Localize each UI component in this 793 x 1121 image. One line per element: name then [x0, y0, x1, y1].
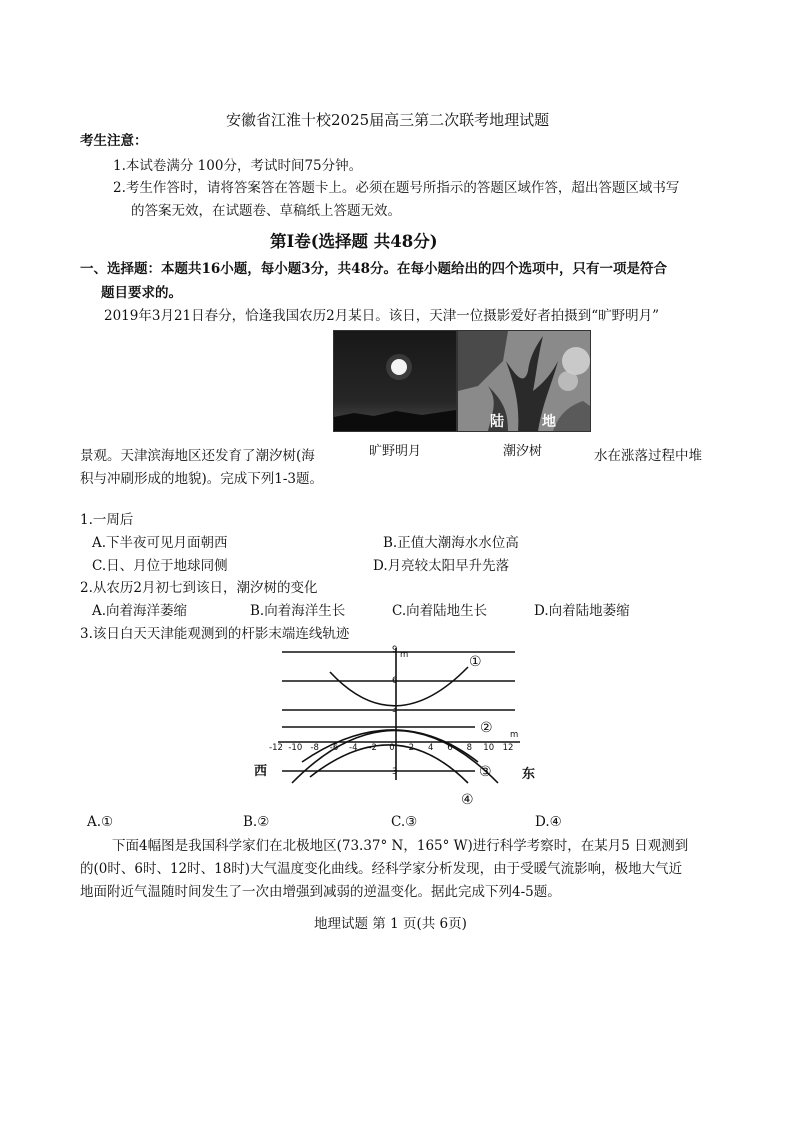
instructions-line-2: 题目要求的。 — [101, 285, 182, 301]
label-di: 地 — [542, 414, 556, 430]
x-tick-label: -10 — [288, 743, 303, 753]
passage2-line-3: 地面附近气温随时间发生了一次由增强到减弱的逆温变化。据此完成下列4-5题。 — [80, 884, 561, 900]
y-tick-down-3: 3 — [392, 767, 398, 777]
x-tick-label: 2 — [408, 743, 415, 753]
passage1-line-2a: 景观。天津滨海地区还发育了潮汐树(海 — [80, 448, 315, 464]
q1-option-a[interactable]: A.下半夜可见月面朝西 — [92, 535, 228, 551]
caption-moon: 旷野明月 — [369, 444, 422, 459]
x-tick-label: 0 — [389, 743, 395, 753]
moon-scene-icon — [334, 331, 456, 431]
curve-label-1: ① — [469, 654, 482, 670]
caption-tidal-tree: 潮汐树 — [503, 444, 543, 459]
page-footer: 地理试题 第 1 页(共 6页) — [314, 916, 467, 932]
q3-option-d[interactable]: D.④ — [535, 814, 562, 830]
y-tick-3: 3 — [392, 705, 398, 715]
x-tick-label: 4 — [427, 743, 434, 753]
q3-stem: 3.该日白天天津能观测到的杆影末端连线轨迹 — [80, 626, 350, 642]
direction-east: 东 — [522, 767, 536, 782]
direction-west: 西 — [254, 764, 268, 779]
q3-option-a[interactable]: A.① — [87, 814, 114, 830]
x-unit: m — [510, 730, 519, 740]
y-unit: m — [400, 650, 409, 660]
tidal-tree-photo — [457, 330, 591, 432]
notice-item-1: 1.本试卷满分 100分，考试时间75分钟。 — [113, 158, 363, 174]
passage1-line-2b: 水在涨落过程中堆 — [594, 448, 702, 464]
instructions-line-1: 一、选择题：本题共16小题，每小题3分，共48分。在每小题给出的四个选项中，只有一项是符合 — [80, 261, 667, 277]
q2-stem: 2.从农历2月初七到该日，潮汐树的变化 — [80, 580, 318, 596]
passage1-line-3: 积与冲刷形成的地貌)。完成下列1-3题。 — [80, 471, 324, 487]
moon-photo — [333, 330, 457, 432]
curve-label-3: ③ — [479, 764, 492, 780]
x-tick-label: -4 — [349, 743, 358, 753]
page-title: 安徽省江淮十校2025届高三第二次联考地理试题 — [226, 111, 550, 129]
x-tick-label: 12 — [502, 743, 514, 753]
x-tick-label: -2 — [368, 743, 377, 753]
label-lu: 陆 — [490, 414, 504, 430]
x-tick-label: -12 — [269, 743, 283, 753]
q2-option-d[interactable]: D.向着陆地萎缩 — [534, 603, 630, 619]
curve-label-4: ④ — [461, 792, 474, 808]
q2-option-b[interactable]: B.向着海洋生长 — [250, 603, 346, 619]
x-tick-label: 8 — [466, 743, 473, 753]
passage1-line-1: 2019年3月21日春分，恰逢我国农历2月某日。该日，天津一位摄影爱好者拍摄到“旷野明月” — [104, 308, 660, 324]
x-tick-label: 6 — [447, 743, 453, 753]
q3-option-b[interactable]: B.② — [243, 814, 270, 830]
section-title: 第Ⅰ卷(选择题 共48分) — [270, 232, 438, 251]
y-tick-6: 6 — [392, 676, 398, 686]
q1-option-d[interactable]: D.月亮较太阳早升先落 — [373, 558, 510, 574]
q2-option-c[interactable]: C.向着陆地生长 — [392, 603, 488, 619]
notice-heading: 考生注意： — [80, 133, 148, 149]
curve-label-2: ② — [480, 720, 493, 736]
passage2-line-1: 下面4幅图是我国科学家们在北极地区(73.37° N，165° W)进行科学考察时，在某月5 日观测到 — [112, 838, 689, 854]
x-tick-label: -8 — [310, 743, 319, 753]
q1-option-c[interactable]: C.日、月位于地球同侧 — [92, 558, 228, 574]
q1-stem: 1.一周后 — [80, 512, 134, 528]
shadow-trajectory-diagram — [240, 640, 540, 810]
x-tick-label: -6 — [329, 743, 339, 753]
q3-option-c[interactable]: C.③ — [391, 814, 418, 830]
notice-item-2: 2.考生作答时，请将答案答在答题卡上。必须在题号所指示的答题区域作答，超出答题区域书写 — [113, 180, 680, 196]
x-tick-label: 10 — [483, 743, 495, 753]
q1-option-b[interactable]: B.正值大潮海水水位高 — [383, 535, 519, 551]
q2-option-a[interactable]: A.向着海洋萎缩 — [92, 603, 188, 619]
tidal-tree-icon — [458, 331, 590, 431]
notice-item-2-cont: 的答案无效，在试题卷、草稿纸上答题无效。 — [131, 203, 401, 219]
passage2-line-2: 的(0时、6时、12时、18时)大气温度变化曲线。经科学家分析发现，由于受暖气流影响，极地大气近 — [80, 861, 683, 877]
y-tick-9: 9 — [392, 645, 398, 655]
